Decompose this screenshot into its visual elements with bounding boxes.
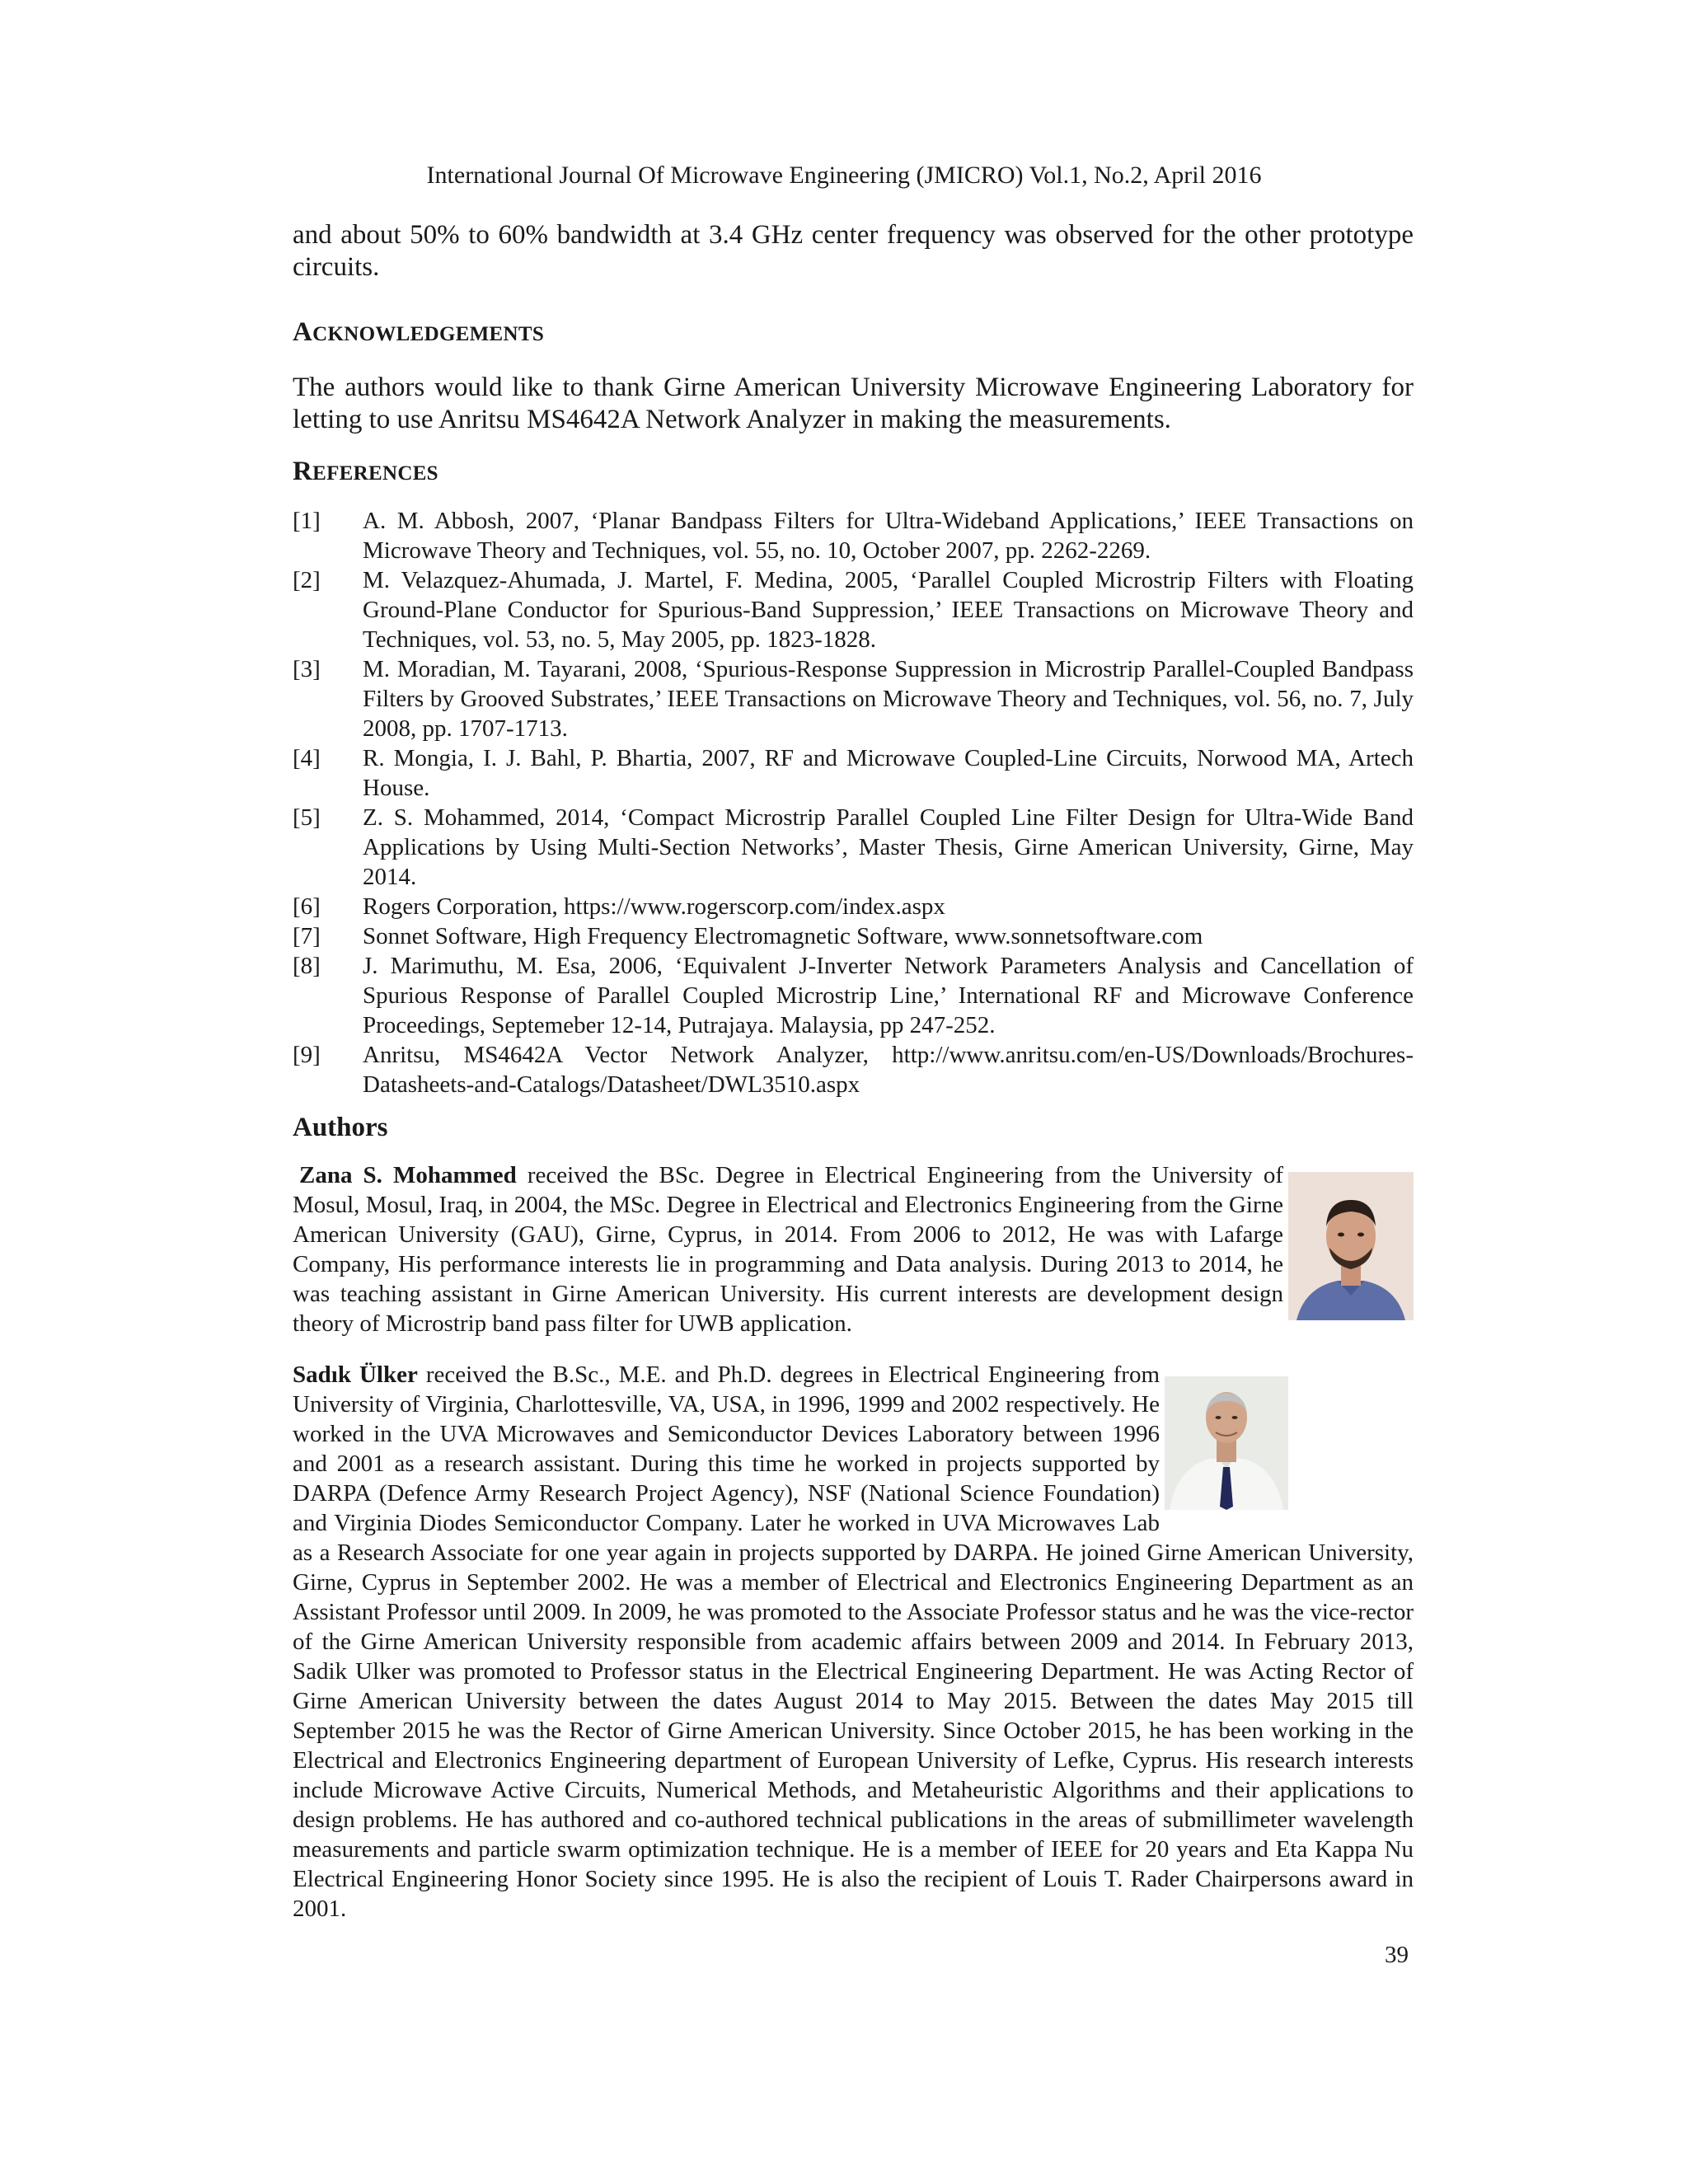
- reference-text: Rogers Corporation, https://www.rogerscorp.com/index.aspx: [363, 893, 945, 920]
- reference-item: [293, 743, 1414, 803]
- reference-number: [8]: [293, 953, 321, 979]
- reference-number: [1]: [293, 508, 321, 534]
- authors-heading: Authors: [293, 1113, 388, 1142]
- reference-number: [7]: [293, 923, 321, 949]
- reference-text: R. Mongia, I. J. Bahl, P. Bhartia, 2007, RF and Microwave Coupled-Line Circuits, Norwood MA, Artech House.: [363, 745, 1414, 801]
- reference-text: Anritsu, MS4642A Vector Network Analyzer, http://www.anritsu.com/en-US/Downloads/Brochures-Datasheets-and-Catalogs/Datasheet/DWL3510.aspx: [363, 1042, 1414, 1098]
- author-portrait-1: [1288, 1172, 1414, 1320]
- author-bio-1: [293, 1160, 1414, 1338]
- author-name-2: Sadık Ülker: [293, 1361, 418, 1388]
- reference-text: Z. S. Mohammed, 2014, ‘Compact Microstrip Parallel Coupled Line Filter Design for Ultra-Wide Band Applications by Using Multi-Section Networks’, Master Thesis, Girne American University, Girne, May 2014.: [363, 804, 1414, 890]
- authors-heading-wrap: [293, 1113, 1414, 1143]
- reference-item: [293, 1040, 1414, 1099]
- reference-item: [293, 654, 1414, 743]
- reference-item: [293, 951, 1414, 1040]
- reference-text: M. Moradian, M. Tayarani, 2008, ‘Spurious-Response Suppression in Microstrip Parallel-Coupled Bandpass Filters by Grooved Substrates,’ IEEE Transactions on Microwave Theory and Techniques, vol. 56, no. 7, July 2008, pp. 1707-1713.: [363, 656, 1414, 742]
- reference-item: [293, 565, 1414, 654]
- page-number: 39: [1385, 1942, 1409, 1968]
- author-photo-1: [1288, 1172, 1414, 1320]
- reference-item: [293, 892, 1414, 921]
- intro-paragraph: [293, 219, 1414, 284]
- author-bio-text-2: received the B.Sc., M.E. and Ph.D. degrees in Electrical Engineering from University of Virginia, Charlottesville, VA, USA, in 1996, 1999 and 2002 respectively. He worked in the UVA Microwaves and Semiconductor Devices Laboratory between 1996 and 2001 as a research assistant. During this time he worked in projects supported by DARPA (Defence Army Research Project Agency), NSF (National Science Foundation) and Virginia Diodes Semiconductor Company. Later he worked in UVA Microwaves Lab as a Research Associate for one year again in projects supported by DARPA. He joined Girne American University, Girne, Cyprus in September 2002. He was a member of Electrical and Electronics Engineering Department as an Assistant Professor until 2009. In 2009, he was promoted to the Associate Professor status and he was the vice-rector of the Girne American University responsible from academic affairs between 2009 and 2014. In February 2013, Sadik Ulker was promoted to Professor status in the Electrical Engineering Department. He was Acting Rector of Girne American University between the dates August 2014 to May 2015. Between the dates May 2015 till September 2015 he was the Rector of Girne American University. Since October 2015, he has been working in the Electrical and Electronics Engineering department of European University of Lefke, Cyprus. His research interests include Microwave Active Circuits, Numerical Methods, and Metaheuristic Algorithms and their applications to design problems. He has authored and co-authored technical publications in the areas of submillimeter wavelength measurements and particle swarm optimization technique. He is a member of IEEE for 20 years and Eta Kappa Nu Electrical Engineering Honor Society since 1995. He is also the recipient of Louis T. Rader Chairpersons award in 2001.: [293, 1361, 1414, 1922]
- reference-number: [9]: [293, 1042, 321, 1068]
- references-heading-rest: EFERENCES: [312, 462, 438, 485]
- acknowledgements-section: [293, 372, 1414, 436]
- acknowledgements-heading: [293, 317, 1414, 348]
- reference-item: [293, 921, 1414, 951]
- author-portrait-2: [1165, 1376, 1288, 1510]
- reference-text: M. Velazquez-Ahumada, J. Martel, F. Medina, 2005, ‘Parallel Coupled Microstrip Filters with Floating Ground-Plane Conductor for Spurious-Band Suppression,’ IEEE Transactions on Microwave Theory and Techniques, vol. 53, no. 5, May 2005, pp. 1823-1828.: [363, 567, 1414, 653]
- reference-text: Sonnet Software, High Frequency Electromagnetic Software, www.sonnetsoftware.com: [363, 923, 1203, 949]
- reference-number: [6]: [293, 893, 321, 920]
- author-bio-text-1: received the BSc. Degree in Electrical Engineering from the University of Mosul, Mosul, Iraq, in 2004, the MSc. Degree in Electrical and Electronics Engineering from the Girne American University (GAU), Girne, Cyprus, in 2014. From 2006 to 2012, He was with Lafarge Company, His performance interests lie in programming and Data analysis. During 2013 to 2014, he was teaching assistant in Girne American University. His current interests are development design theory of Microstrip band pass filter for UWB application.: [293, 1162, 1283, 1337]
- references-heading-cap: R: [293, 457, 313, 486]
- author-bio-2: [293, 1360, 1414, 1924]
- reference-item: [293, 506, 1414, 565]
- acknowledgements-heading-rest: CKNOWLEDGEMENTS: [312, 323, 545, 345]
- reference-text: J. Marimuthu, M. Esa, 2006, ‘Equivalent J-Inverter Network Parameters Analysis and Cancellation of Spurious Response of Parallel Coupled Microstrip Line,’ International RF and Microwave Conference Proceedings, Septemeber 12-14, Putrajaya. Malaysia, pp 247-252.: [363, 953, 1414, 1038]
- acknowledgements-heading-cap: A: [293, 317, 313, 347]
- references-list: [293, 506, 1414, 1099]
- reference-number: [4]: [293, 745, 321, 771]
- acknowledgements-text: The authors would like to thank Girne American University Microwave Engineering Laboratory for letting to use Anritsu MS4642A Network Analyzer in making the measurements.: [293, 373, 1414, 434]
- author-name-1: Zana S. Mohammed: [299, 1162, 517, 1188]
- running-header: International Journal Of Microwave Engineering (JMICRO) Vol.1, No.2, April 2016: [426, 162, 1262, 189]
- reference-item: [293, 803, 1414, 892]
- intro-text: and about 50% to 60% bandwidth at 3.4 GHz center frequency was observed for the other prototype circuits.: [293, 220, 1414, 282]
- reference-number: [2]: [293, 567, 321, 593]
- reference-number: [5]: [293, 804, 321, 831]
- reference-number: [3]: [293, 656, 321, 682]
- reference-text: A. M. Abbosh, 2007, ‘Planar Bandpass Filters for Ultra-Wideband Applications,’ IEEE Transactions on Microwave Theory and Techniques, vol. 55, no. 10, October 2007, pp. 2262-2269.: [363, 508, 1414, 564]
- author-photo-2: [1165, 1376, 1288, 1510]
- references-heading: [293, 457, 1414, 487]
